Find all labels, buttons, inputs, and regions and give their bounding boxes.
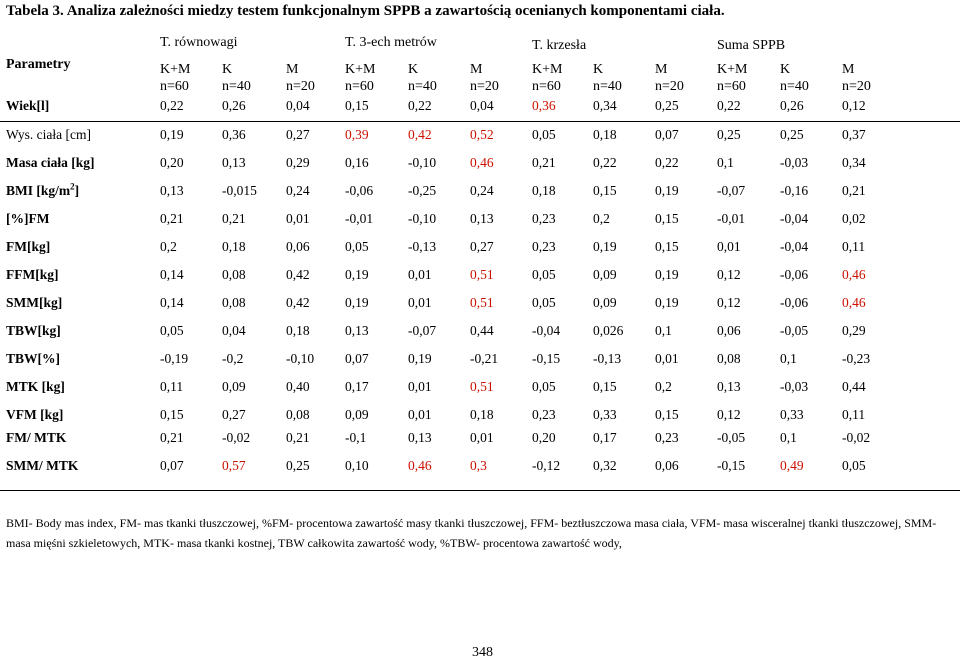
table-cell: 0,51 <box>470 379 494 394</box>
table-cell: 0,15 <box>655 407 679 422</box>
header-subgroup: K <box>408 62 419 77</box>
table-cell: 0,01 <box>408 267 432 282</box>
table-cell: -0,21 <box>470 351 499 366</box>
table-cell: 0,21 <box>532 155 556 170</box>
table-cell: 0,46 <box>842 295 866 310</box>
table-cell: 0,20 <box>532 430 556 445</box>
table-cell: 0,33 <box>780 407 804 422</box>
table-cell: 0,42 <box>286 295 310 310</box>
row-label: TBW[kg] <box>6 323 61 338</box>
row-label: [%]FM <box>6 211 50 226</box>
table-cell: 0,16 <box>345 155 369 170</box>
table-cell: 0,17 <box>593 430 617 445</box>
table-cell: 0,08 <box>222 295 246 310</box>
table-cell: 0,15 <box>655 239 679 254</box>
header-sample-size: n=60 <box>345 79 374 94</box>
table-cell: -0,02 <box>842 430 871 445</box>
table-cell: 0,25 <box>780 127 804 142</box>
table-cell: 0,18 <box>286 323 310 338</box>
table-cell: -0,06 <box>780 267 809 282</box>
header-sample-size: n=40 <box>593 79 622 94</box>
table-row <box>0 323 960 347</box>
table-cell: 0,37 <box>842 127 866 142</box>
row-label: SMM/ MTK <box>6 458 79 473</box>
table-cell: 0,21 <box>286 430 310 445</box>
table-cell: 0,13 <box>345 323 369 338</box>
table-cell: 0,46 <box>470 155 494 170</box>
table-row <box>0 295 960 319</box>
table-cell: 0,44 <box>470 323 494 338</box>
table-cell: 0,26 <box>222 98 246 113</box>
table-cell: 0,24 <box>286 183 310 198</box>
row-label: MTK [kg] <box>6 379 65 394</box>
table-cell: 0,15 <box>593 183 617 198</box>
table-cell: 0,3 <box>470 458 487 473</box>
table-cell: -0,04 <box>780 211 809 226</box>
table-cell: 0,2 <box>593 211 610 226</box>
table-cell: 0,34 <box>593 98 617 113</box>
table-cell: -0,02 <box>222 430 251 445</box>
table-cell: 0,21 <box>842 183 866 198</box>
table-cell: 0,19 <box>345 267 369 282</box>
table-cell: -0,12 <box>532 458 561 473</box>
table-bottom-border <box>0 490 960 491</box>
table-cell: -0,07 <box>717 183 746 198</box>
table-cell: -0,10 <box>408 155 437 170</box>
table-cell: 0,15 <box>160 407 184 422</box>
table-cell: 0,19 <box>655 295 679 310</box>
table-cell: 0,27 <box>222 407 246 422</box>
table-cell: -0,10 <box>408 211 437 226</box>
table-cell: 0,2 <box>655 379 672 394</box>
page-number: 348 <box>472 645 493 660</box>
header-group-3m: T. 3-ech metrów <box>345 35 437 50</box>
table-cell: -0,19 <box>160 351 189 366</box>
table-cell: 0,23 <box>655 430 679 445</box>
table-cell: 0,09 <box>593 267 617 282</box>
header-subgroup: K <box>780 62 791 77</box>
table-cell: 0,23 <box>532 239 556 254</box>
table-row <box>0 351 960 375</box>
table-cell: 0,13 <box>470 211 494 226</box>
table-cell: 0,57 <box>222 458 246 473</box>
table-cell: 0,27 <box>470 239 494 254</box>
table-row <box>0 379 960 403</box>
row-separator <box>0 121 960 122</box>
table-cell: -0,01 <box>717 211 746 226</box>
table-cell: 0,09 <box>345 407 369 422</box>
table-cell: 0,07 <box>160 458 184 473</box>
table-cell: 0,40 <box>286 379 310 394</box>
table-cell: -0,01 <box>345 211 374 226</box>
header-subgroup: M <box>286 62 299 77</box>
table-row <box>0 98 960 122</box>
row-label: TBW[%] <box>6 351 60 366</box>
header-subgroup: K <box>593 62 604 77</box>
table-cell: 0,13 <box>160 183 184 198</box>
table-cell: 0,05 <box>532 295 556 310</box>
header-group-chair: T. krzesła <box>532 38 587 53</box>
table-cell: 0,25 <box>717 127 741 142</box>
table-cell: 0,18 <box>532 183 556 198</box>
table-cell: 0,46 <box>408 458 432 473</box>
table-row <box>0 267 960 291</box>
table-cell: -0,03 <box>780 379 809 394</box>
table-cell: 0,21 <box>222 211 246 226</box>
table-cell: 0,39 <box>345 127 369 142</box>
table-cell: -0,015 <box>222 183 257 198</box>
table-cell: 0,1 <box>717 155 734 170</box>
header-sample-size: n=40 <box>780 79 809 94</box>
table-cell: 0,51 <box>470 267 494 282</box>
table-cell: 0,01 <box>655 351 679 366</box>
table-cell: 0,06 <box>286 239 310 254</box>
table-cell: -0,03 <box>780 155 809 170</box>
row-label: Wys. ciała [cm] <box>6 127 92 142</box>
table-cell: 0,13 <box>408 430 432 445</box>
table-cell: 0,22 <box>593 155 617 170</box>
table-cell: 0,13 <box>717 379 741 394</box>
table-cell: 0,42 <box>286 267 310 282</box>
table-cell: 0,1 <box>655 323 672 338</box>
table-cell: 0,15 <box>345 98 369 113</box>
table-cell: 0,01 <box>408 295 432 310</box>
table-cell: 0,1 <box>780 351 797 366</box>
table-cell: -0,15 <box>532 351 561 366</box>
table-cell: 0,19 <box>655 183 679 198</box>
table-cell: 0,29 <box>842 323 866 338</box>
table-cell: 0,08 <box>286 407 310 422</box>
table-row <box>0 127 960 151</box>
table-row <box>0 430 960 454</box>
row-label: VFM [kg] <box>6 407 64 422</box>
table-cell: 0,11 <box>842 239 866 254</box>
table-cell: 0,33 <box>593 407 617 422</box>
table-cell: 0,05 <box>532 267 556 282</box>
header-sample-size: n=40 <box>222 79 251 94</box>
table-cell: 0,04 <box>470 98 494 113</box>
header-subgroup: M <box>842 62 855 77</box>
table-cell: 0,21 <box>160 211 184 226</box>
table-row <box>0 155 960 179</box>
table-cell: 0,14 <box>160 295 184 310</box>
table-cell: 0,01 <box>717 239 741 254</box>
table-cell: 0,22 <box>717 98 741 113</box>
table-cell: 0,12 <box>717 407 741 422</box>
table-cell: 0,12 <box>717 267 741 282</box>
table-cell: 0,49 <box>780 458 804 473</box>
table-cell: 0,22 <box>655 155 679 170</box>
table-cell: 0,20 <box>160 155 184 170</box>
table-cell: -0,05 <box>780 323 809 338</box>
table-cell: 0,07 <box>345 351 369 366</box>
table-cell: -0,16 <box>780 183 809 198</box>
table-cell: 0,19 <box>345 295 369 310</box>
table-cell: 0,02 <box>842 211 866 226</box>
table-cell: -0,23 <box>842 351 871 366</box>
table-cell: -0,15 <box>717 458 746 473</box>
table-cell: -0,2 <box>222 351 244 366</box>
table-cell: -0,25 <box>408 183 437 198</box>
table-cell: 0,21 <box>160 430 184 445</box>
table-cell: 0,2 <box>160 239 177 254</box>
table-cell: -0,07 <box>408 323 437 338</box>
table-cell: 0,19 <box>160 127 184 142</box>
header-sample-size: n=40 <box>408 79 437 94</box>
table-cell: 0,01 <box>408 407 432 422</box>
header-subgroup: K+M <box>160 62 191 77</box>
table-row <box>0 458 960 482</box>
table-cell: 0,10 <box>345 458 369 473</box>
table-cell: 0,24 <box>470 183 494 198</box>
table-cell: 0,01 <box>408 379 432 394</box>
header-subgroup: K <box>222 62 233 77</box>
table-row <box>0 183 960 207</box>
row-label: BMI $[kg/m^2]$ <box>6 181 80 198</box>
table-cell: -0,13 <box>593 351 622 366</box>
table-title: Tabela 3. Analiza zależności miedzy testem funkcjonalnym SPPB a zawartością ocenianych komponentami ciała. <box>6 3 725 19</box>
header-sample-size: n=60 <box>532 79 561 94</box>
table-cell: 0,05 <box>160 323 184 338</box>
row-label: Masa ciała [kg] <box>6 155 95 170</box>
table-cell: 0,06 <box>717 323 741 338</box>
table-cell: 0,22 <box>408 98 432 113</box>
table-cell: 0,12 <box>717 295 741 310</box>
table-cell: 0,04 <box>286 98 310 113</box>
table-cell: 0,04 <box>222 323 246 338</box>
table-cell: 0,026 <box>593 323 624 338</box>
table-cell: 0,29 <box>286 155 310 170</box>
header-sample-size: n=60 <box>160 79 189 94</box>
header-group-sppb: Suma SPPB <box>717 38 786 53</box>
table-cell: 0,01 <box>286 211 310 226</box>
table-cell: -0,06 <box>780 295 809 310</box>
table-cell: 0,09 <box>222 379 246 394</box>
header-parametry: Parametry <box>6 57 71 72</box>
table-cell: 0,05 <box>842 458 866 473</box>
table-cell: 0,17 <box>345 379 369 394</box>
table-row <box>0 211 960 235</box>
table-cell: 0,05 <box>532 379 556 394</box>
row-label: FFM[kg] <box>6 267 59 282</box>
table-cell: 0,42 <box>408 127 432 142</box>
table-cell: 0,01 <box>470 430 494 445</box>
table-cell: 0,46 <box>842 267 866 282</box>
table-cell: 0,44 <box>842 379 866 394</box>
table-cell: 0,07 <box>655 127 679 142</box>
table-cell: 0,23 <box>532 407 556 422</box>
table-cell: -0,05 <box>717 430 746 445</box>
row-label: FM[kg] <box>6 239 51 254</box>
header-subgroup: K+M <box>532 62 563 77</box>
table-cell: 0,15 <box>655 211 679 226</box>
table-cell: 0,25 <box>286 458 310 473</box>
row-label: Wiek[l] <box>6 98 50 113</box>
table-cell: 0,08 <box>717 351 741 366</box>
header-sample-size: n=20 <box>286 79 315 94</box>
header-sample-size: n=60 <box>717 79 746 94</box>
table-cell: 0,18 <box>593 127 617 142</box>
table-row <box>0 239 960 263</box>
table-cell: 0,11 <box>160 379 184 394</box>
header-sample-size: n=20 <box>842 79 871 94</box>
footnote: BMI- Body mas index, FM- mas tkanki tłuszczowej, %FM- procentowa zawartość masy tkanki tłuszczowej, FFM- beztłuszczowa masa ciała, VFM- masa wisceralnej tkanki tłuszczowej, SMM- masa mięśni szkieletowych, MTK- masa tkanki kostnej, TBW całkowita zawartość wody, %TBW- procentowa zawartość wody, <box>6 516 937 550</box>
table-cell: 0,18 <box>222 239 246 254</box>
table-cell: -0,06 <box>345 183 374 198</box>
table-cell: -0,04 <box>532 323 561 338</box>
header-subgroup: M <box>470 62 483 77</box>
header-sample-size: n=20 <box>655 79 684 94</box>
header-subgroup: M <box>655 62 668 77</box>
header-subgroup: K+M <box>345 62 376 77</box>
header-sample-size: n=20 <box>470 79 499 94</box>
table-cell: 0,34 <box>842 155 866 170</box>
table-cell: 0,26 <box>780 98 804 113</box>
table-cell: 0,36 <box>532 98 556 113</box>
table-cell: 0,51 <box>470 295 494 310</box>
table-cell: 0,05 <box>345 239 369 254</box>
table-cell: 0,27 <box>286 127 310 142</box>
table-cell: 0,13 <box>222 155 246 170</box>
table-cell: 0,12 <box>842 98 866 113</box>
table-cell: 0,19 <box>593 239 617 254</box>
table-cell: 0,15 <box>593 379 617 394</box>
table-cell: 0,09 <box>593 295 617 310</box>
table-cell: 0,36 <box>222 127 246 142</box>
table-cell: 0,52 <box>470 127 494 142</box>
table-cell: 0,22 <box>160 98 184 113</box>
header-group-balance: T. równowagi <box>160 35 238 50</box>
table-cell: 0,32 <box>593 458 617 473</box>
table-cell: -0,13 <box>408 239 437 254</box>
table-cell: 0,18 <box>470 407 494 422</box>
table-row <box>0 407 960 431</box>
row-label: SMM[kg] <box>6 295 63 310</box>
table-cell: -0,10 <box>286 351 315 366</box>
table-cell: 0,05 <box>532 127 556 142</box>
table-cell: 0,1 <box>780 430 797 445</box>
table-cell: 0,14 <box>160 267 184 282</box>
table-cell: -0,04 <box>780 239 809 254</box>
table-cell: 0,11 <box>842 407 866 422</box>
table-cell: 0,06 <box>655 458 679 473</box>
table-cell: 0,19 <box>655 267 679 282</box>
table-cell: 0,23 <box>532 211 556 226</box>
table-cell: -0,1 <box>345 430 367 445</box>
header-subgroup: K+M <box>717 62 748 77</box>
table-cell: 0,25 <box>655 98 679 113</box>
row-label: FM/ MTK <box>6 430 67 445</box>
table-cell: 0,19 <box>408 351 432 366</box>
table-cell: 0,08 <box>222 267 246 282</box>
